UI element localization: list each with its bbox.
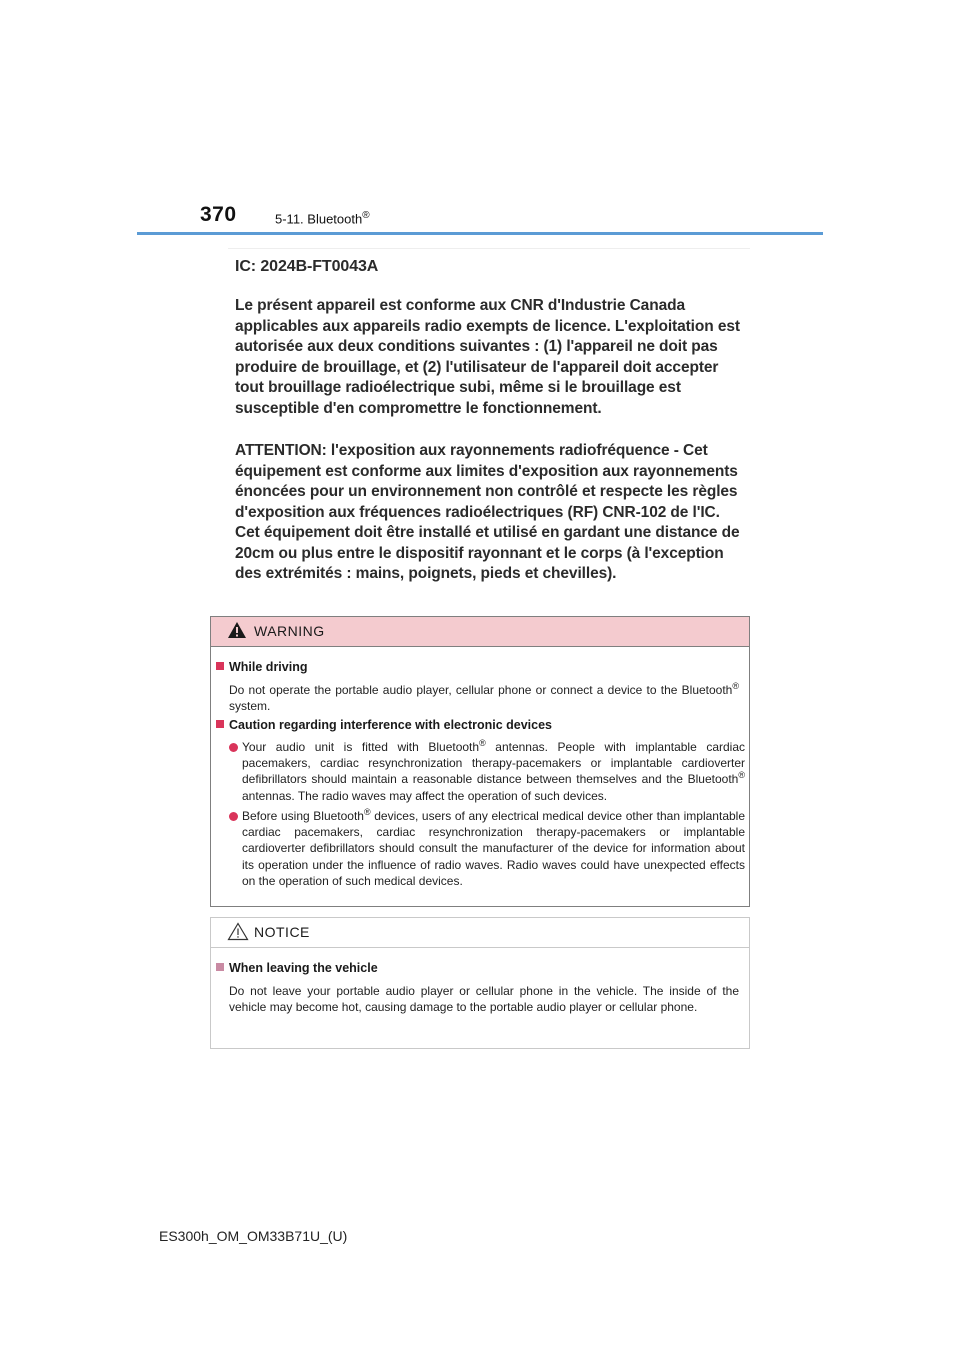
section-title bbox=[275, 210, 370, 226]
heading-text: Caution regarding interference with electronic devices bbox=[229, 718, 553, 732]
ic-compliance-paragraph: Le présent appareil est conforme aux CNR d'Industrie Canada applicables aux appareils radio exempts de licence. L'exploitation est autorisée aux deux conditions suivantes : (1) l'appareil ne doit pas produire de brouillage, et (2) l'utilisateur de l'appareil doit accepter tout brouillage radioélectrique subi, même si le brouillage est susceptible d'en compromettre le fonctionnement. bbox=[235, 297, 740, 417]
registered-mark: ® bbox=[738, 770, 745, 781]
notice-header bbox=[211, 918, 749, 948]
square-bullet-icon bbox=[216, 662, 224, 670]
warning-triangle-icon bbox=[227, 621, 247, 639]
bullet-text bbox=[242, 739, 745, 804]
page-number: 370 bbox=[200, 203, 237, 226]
heading-text: When leaving the vehicle bbox=[229, 961, 378, 975]
warning-title: WARNING bbox=[254, 623, 325, 639]
text-part: system. bbox=[229, 699, 271, 714]
text-part: Before using Bluetooth bbox=[242, 809, 364, 823]
circle-bullet-icon bbox=[229, 812, 238, 821]
warning-bullet bbox=[229, 739, 745, 804]
notice-title: NOTICE bbox=[254, 924, 310, 940]
square-bullet-icon bbox=[216, 963, 224, 971]
registered-mark: ® bbox=[364, 807, 371, 817]
notice-item-heading bbox=[216, 961, 378, 975]
warning-item-heading bbox=[216, 718, 552, 732]
notice-box bbox=[210, 917, 750, 1049]
notice-item-text: Do not leave your portable audio player or cellular phone in the vehicle. The inside of the vehicle may become hot, causing damage to the portable audio player or cellular phone. bbox=[229, 984, 739, 1015]
document-code-footer: ES300h_OM_OM33B71U_(U) bbox=[159, 1228, 348, 1244]
text-part: antennas. The radio waves may affect the operation of such devices. bbox=[242, 788, 608, 803]
text-part: Your audio unit is fitted with Bluetooth bbox=[242, 740, 480, 754]
text-part: Do not operate the portable audio player, cellular phone or connect a device to the Bluetooth bbox=[229, 683, 733, 697]
registered-mark: ® bbox=[732, 681, 739, 691]
section-title-text: 5-11. Bluetooth bbox=[275, 211, 363, 227]
square-bullet-icon bbox=[216, 720, 224, 728]
registered-mark: ® bbox=[362, 210, 370, 221]
header-rule bbox=[137, 232, 823, 235]
warning-item-text bbox=[229, 682, 739, 714]
warning-item-heading bbox=[216, 660, 307, 674]
registered-mark: ® bbox=[479, 738, 486, 748]
text-part: antennas. People with implantable cardiac pacemakers, cardiac resynchronization therapy-pacemakers or implantable cardioverter defibrillators should maintain a reasonable distance between themselves and the Bluetooth bbox=[242, 740, 746, 787]
warning-box bbox=[210, 616, 750, 907]
heading-text: While driving bbox=[229, 660, 308, 674]
circle-bullet-icon bbox=[229, 743, 238, 752]
ic-number: IC: 2024B-FT0043A bbox=[235, 258, 379, 275]
ic-label-image bbox=[228, 248, 750, 607]
warning-bullet bbox=[229, 808, 745, 889]
text-part: devices, users of any electrical medical device other than implantable cardiac pacemakers, cardiac resynchronization therapy-pacemakers or implantable cardioverter defibrillators should consult the manufacturer of the device for information about its operation under the influence of radio waves. Radio waves could have unexpected effects on the operation of such medical devices. bbox=[242, 809, 746, 888]
ic-rf-exposure-paragraph: ATTENTION: l'exposition aux rayonnements radiofréquence - Cet équipement est conforme aux limites d'exposition aux rayonnements énoncées pour un environnement non contrôlé et respecte les règles d'exposition aux fréquences radioélectriques (RF) CNR-102 de l'IC. Cet équipement doit être installé et utilisé en gardant une distance de 20cm ou plus entre le dispositif rayonnant et le corps (à l'exception des extrémités : mains, poignets, pieds et chevilles). bbox=[235, 442, 740, 582]
warning-header bbox=[211, 617, 749, 647]
bullet-text bbox=[242, 808, 745, 889]
notice-triangle-icon bbox=[227, 922, 249, 941]
